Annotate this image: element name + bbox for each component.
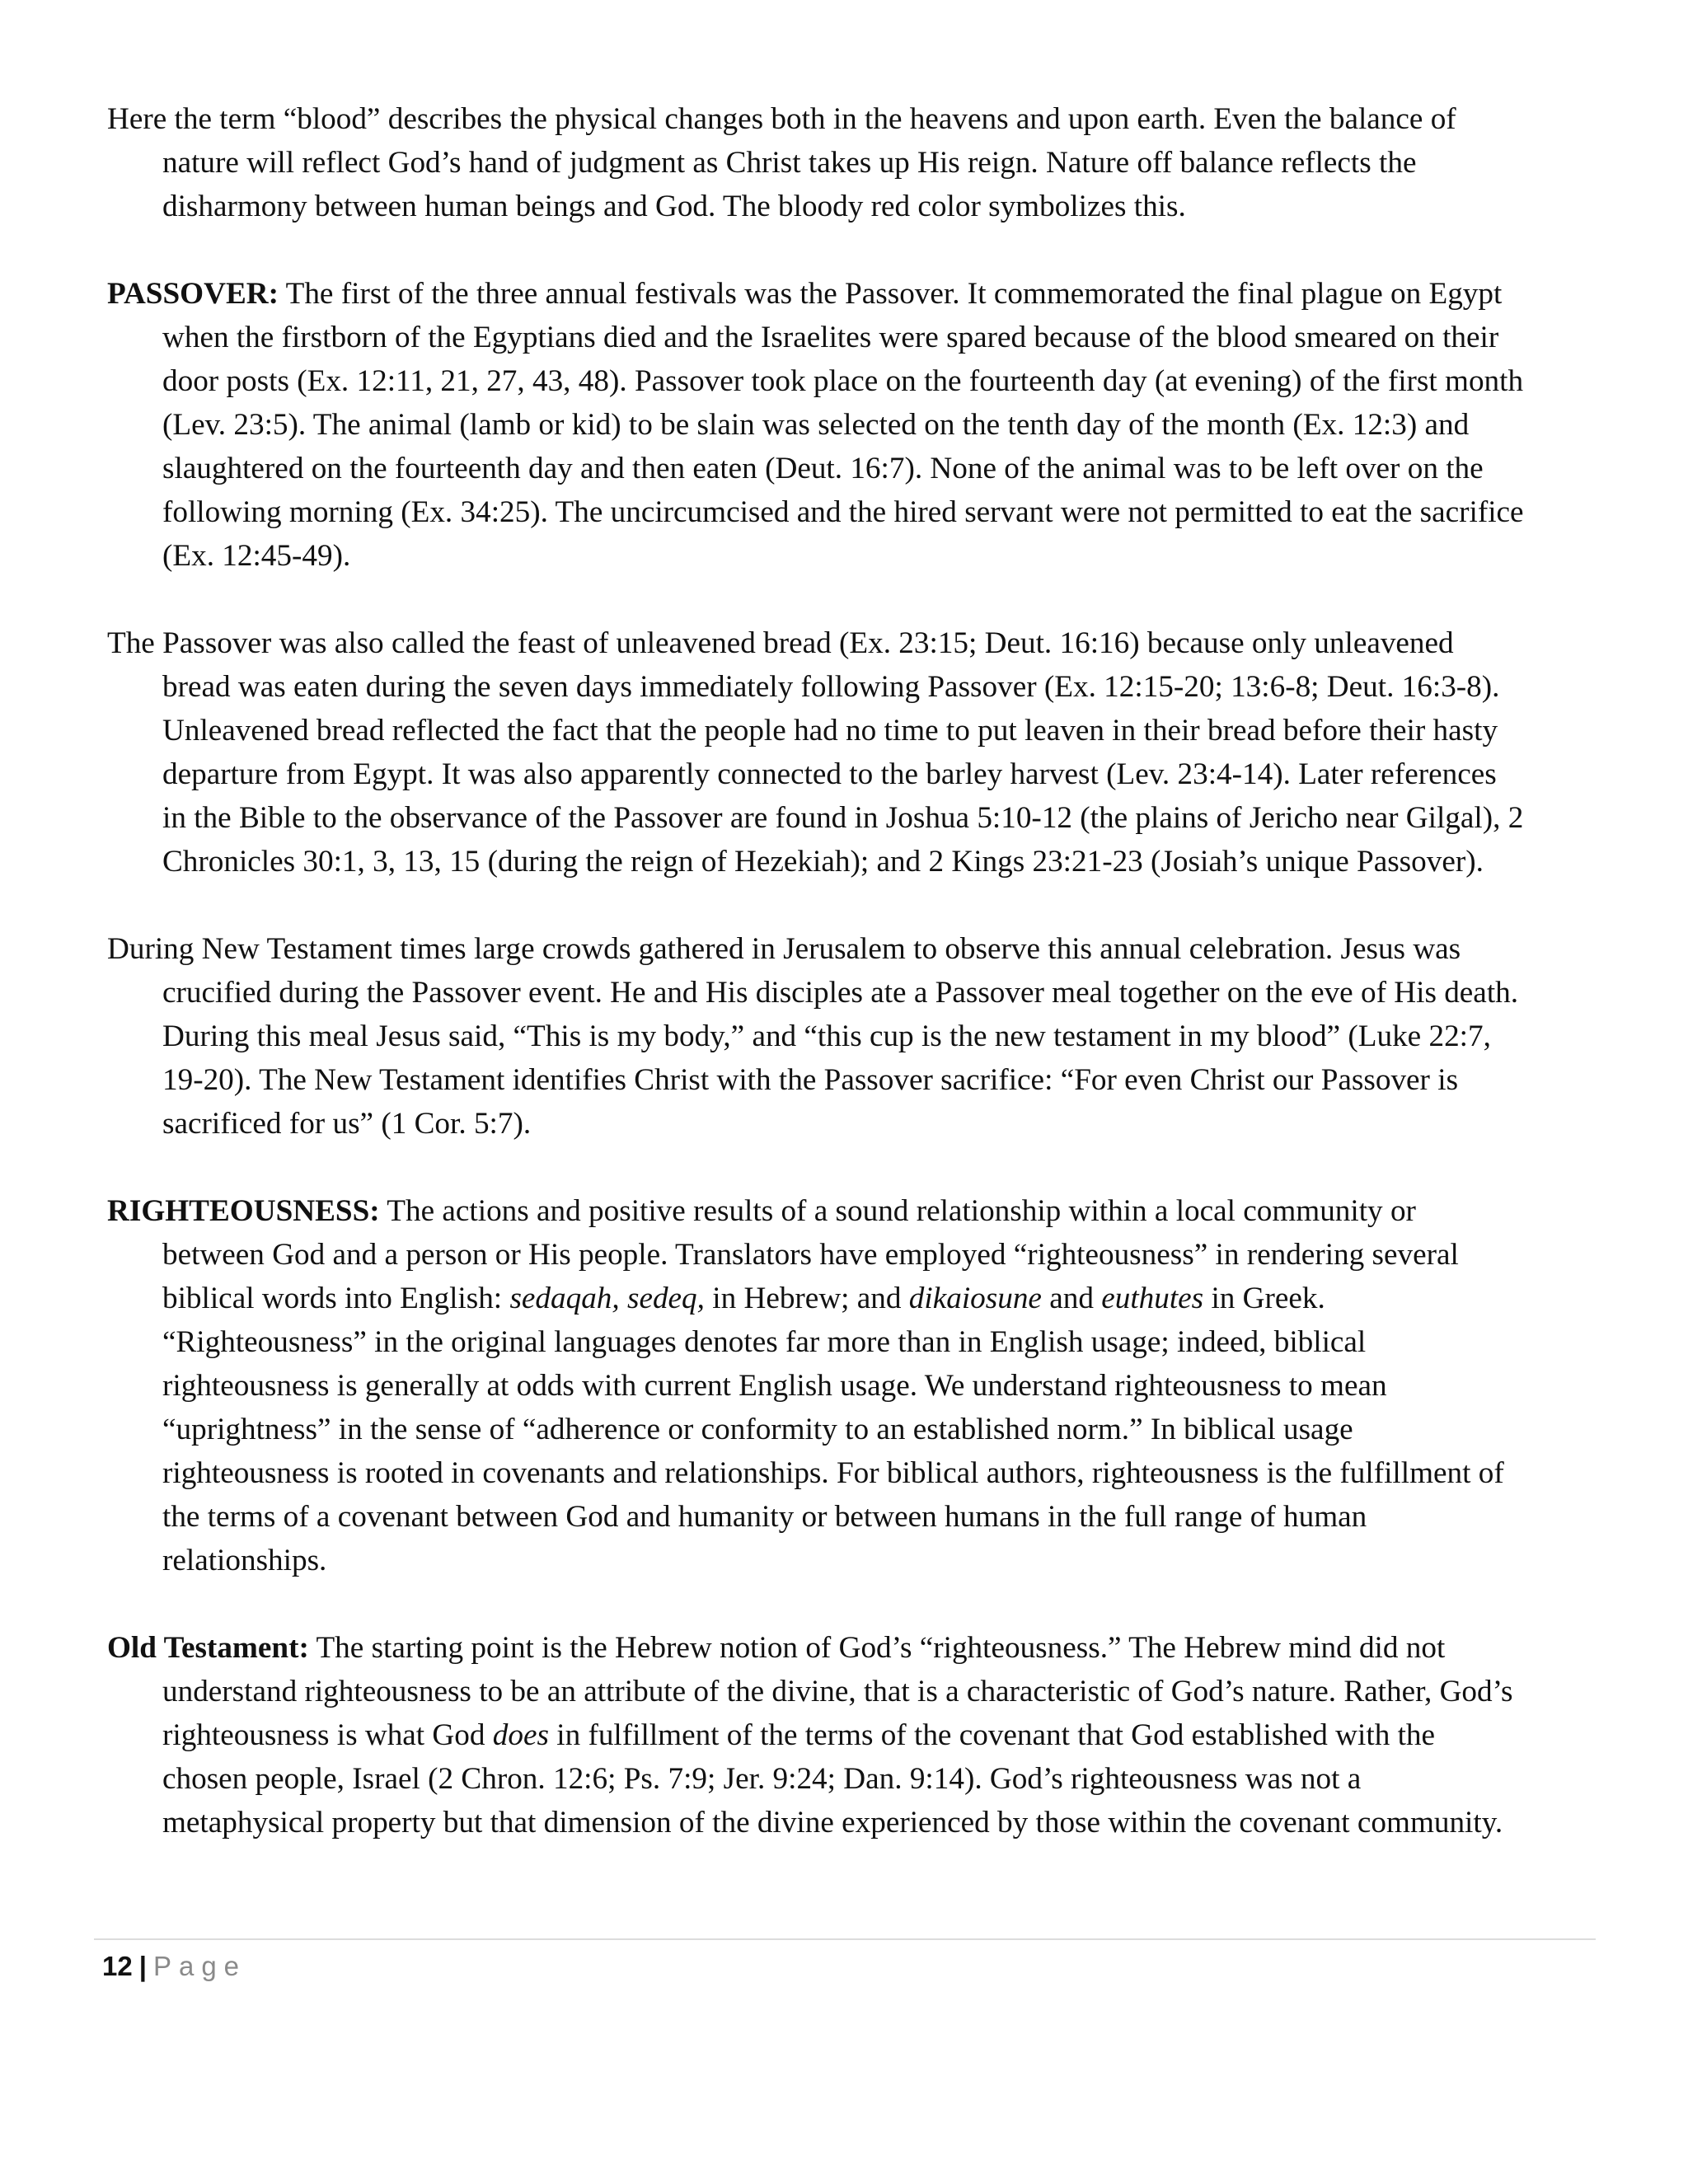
paragraph-blood — [107, 97, 1525, 228]
paragraph-text: Here the term “blood” describes the physical changes both in the heavens and upon earth. Even the balance of nature will reflect God’s hand of judgment as Christ takes up His reign. Nature off balance reflects the disharmony between human beings and God. The bloody red color symbolizes this. — [107, 102, 1456, 223]
paragraph-unleavened-bread — [107, 621, 1525, 883]
paragraph-old-testament — [107, 1626, 1525, 1844]
term-righteousness: RIGHTEOUSNESS: — [107, 1194, 380, 1228]
document-body — [107, 97, 1525, 1844]
paragraph-text: in Greek. “Righteousness” in the original languages denotes far more than in English usage; indeed, biblical righteousness is generally at odds with current English usage. We understand righteousness to mean “uprightness” in the sense of “adherence or conformity to an established norm.” In biblical usage righteousness is rooted in covenants and relationships. For biblical authors, righteousness is the fulfillment of the terms of a covenant between God and humanity or between humans in the full range of human relationships. — [162, 1282, 1504, 1577]
italic-greek-word-euthutes: euthutes — [1101, 1282, 1204, 1315]
page-number: 12 — [102, 1951, 133, 1981]
paragraph-new-testament-passover — [107, 927, 1525, 1146]
paragraph-text: The actions and positive results of a sound relationship within a local community or between God and a person or His people. Translators have employed “righteousness” in rendering several biblical words into English: — [162, 1194, 1459, 1315]
paragraph-righteousness — [107, 1189, 1525, 1582]
paragraph-text: The Passover was also called the feast of unleavened bread (Ex. 23:15; Deut. 16:16) because only unleavened bread was eaten during the seven days immediately following Passover (Ex. 12:15-20; 13:6-8; Deut. 16:3-8). Unleavened bread reflected the fact that the people had no time to put leaven in their bread before their hasty departure from Egypt. It was also apparently connected to the barley harvest (Lev. 23:4-14). Later references in the Bible to the observance of the Passover are found in Joshua 5:10-12 (the plains of Jericho near Gilgal), 2 Chronicles 30:1, 3, 13, 15 (during the reign of Hezekiah); and 2 Kings 23:21-23 (Josiah’s unique Passover). — [107, 626, 1524, 879]
paragraph-text: The first of the three annual festivals was the Passover. It commemorated the final plague on Egypt when the firstborn of the Egyptians died and the Israelites were spared because of the blood smeared on their door posts (Ex. 12:11, 21, 27, 43, 48). Passover took place on the fourteenth day (at evening) of the first month (Lev. 23:5). The animal (lamb or kid) to be slain was selected on the tenth day of the month (Ex. 12:3) and slaughtered on the fourteenth day and then eaten (Deut. 16:7). None of the animal was to be left over on the following morning (Ex. 34:25). The uncircumcised and the hired servant were not permitted to eat the sacrifice (Ex. 12:45-49). — [162, 277, 1524, 573]
paragraph-text: in fulfillment of the terms of the covenant that God established with the chosen people, Israel (2 Chron. 12:6; Ps. 7:9; Jer. 9:24; Dan. 9:14). God’s righteousness was not a metaphysical property but that dimension of the divine experienced by those within the covenant community. — [162, 1718, 1503, 1840]
paragraph-text: The starting point is the Hebrew notion of God’s “righteousness.” The Hebrew mind did not understand righteousness to be an attribute of the divine, that is a characteristic of God’s nature. Rather, God’s righteousness is what God — [162, 1631, 1513, 1752]
paragraph-text: During New Testament times large crowds gathered in Jerusalem to observe this annual celebration. Jesus was crucified during the Passover event. He and His disciples ate a Passover meal together on the eve of His death. During this meal Jesus said, “This is my body,” and “this cup is the new testament in my blood” (Luke 22:7, 19-20). The New Testament identifies Christ with the Passover sacrifice: “For even Christ our Passover is sacrificed for us” (1 Cor. 5:7). — [107, 932, 1519, 1141]
italic-hebrew-words: sedaqah, sedeq, — [509, 1282, 705, 1315]
page-separator: | — [138, 1951, 147, 1981]
paragraph-passover — [107, 272, 1525, 578]
paragraph-text: in Hebrew; and — [704, 1282, 909, 1315]
term-passover: PASSOVER: — [107, 277, 279, 311]
paragraph-text: and — [1041, 1282, 1102, 1315]
page-footer — [102, 1948, 246, 1985]
term-old-testament: Old Testament: — [107, 1631, 309, 1665]
italic-greek-word-dikaiosune: dikaiosune — [908, 1282, 1042, 1315]
italic-does: does — [492, 1718, 549, 1752]
page-label: Page — [152, 1951, 247, 1981]
footer-divider — [94, 1938, 1596, 1940]
